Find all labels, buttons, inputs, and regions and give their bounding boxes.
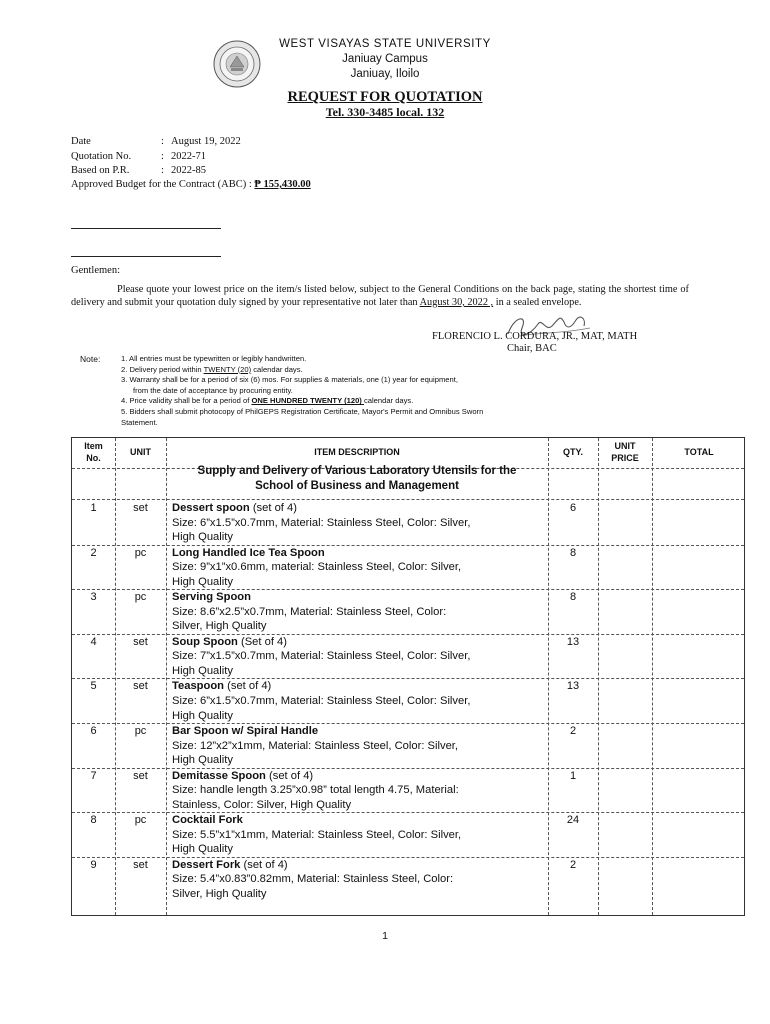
item-number: 1 bbox=[90, 502, 97, 514]
item-description bbox=[172, 769, 544, 813]
item-name: Bar Spoon w/ Spiral Handle bbox=[172, 725, 319, 737]
note-item bbox=[121, 418, 571, 429]
item-name: Long Handled Ice Tea Spoon bbox=[172, 546, 325, 559]
note-item bbox=[121, 365, 571, 376]
item-description-line1 bbox=[172, 769, 544, 784]
item-name: Serving Spoon bbox=[172, 591, 251, 604]
note-4-a: 4. Price validity shall be for a period of bbox=[121, 396, 252, 406]
item-description-line3: High Quality bbox=[172, 575, 233, 588]
item-unit: pc bbox=[134, 546, 147, 559]
instructions-text: Please quote your lowest price on the item/s listed below, subject to the General Conditions on the back page, stating the shortest time of delivery and submit your quotation duly signed by your representative not later than bbox=[71, 284, 689, 308]
item-description-line1 bbox=[172, 813, 544, 828]
instructions-tail: in a sealed envelope. bbox=[495, 297, 582, 308]
item-number: 3 bbox=[90, 591, 97, 604]
note-2-delivery-days: TWENTY (20) bbox=[203, 364, 252, 374]
item-description-line3: High Quality bbox=[172, 664, 233, 677]
note-5-b: Statement. bbox=[121, 417, 158, 427]
item-quantity: 24 bbox=[566, 814, 580, 827]
header-total: TOTAL bbox=[684, 447, 714, 457]
item-quantity: 13 bbox=[566, 680, 580, 693]
item-description-line2: Size: 5.5”x1”x1mm, Material: Stainless Steel, Color: Silver, bbox=[172, 828, 462, 841]
submission-deadline: August 30, 2022 , bbox=[419, 297, 494, 308]
date-value: August 19, 2022 bbox=[171, 136, 241, 147]
item-number: 2 bbox=[90, 546, 97, 559]
item-description bbox=[172, 546, 544, 590]
note-5-a: 5. Bidders shall submit photocopy of PhilGEPS Registration Certificate, Mayor's Permit and Omnibus Sworn bbox=[121, 406, 484, 416]
section-title-line2: School of Business and Management bbox=[255, 480, 459, 492]
item-description-line1 bbox=[172, 546, 544, 561]
item-unit: set bbox=[133, 680, 148, 693]
supplier-name-line bbox=[71, 228, 221, 229]
salutation: Gentlemen: bbox=[71, 265, 120, 276]
campus-location: Janiuay, Iloilo bbox=[350, 68, 420, 80]
item-quantity: 6 bbox=[569, 502, 577, 514]
quotation-colon: : bbox=[161, 151, 164, 162]
document-title: REQUEST FOR QUOTATION bbox=[287, 89, 483, 105]
item-description bbox=[172, 724, 544, 768]
pr-colon: : bbox=[161, 165, 164, 176]
note-label: Note: bbox=[80, 354, 101, 364]
section-title bbox=[166, 464, 548, 494]
item-description bbox=[172, 590, 544, 634]
abc-label: Approved Budget for the Contract (ABC) : bbox=[71, 179, 252, 190]
quotation-value: 2022-71 bbox=[171, 151, 206, 162]
item-unit: set bbox=[133, 502, 148, 514]
note-4-validity-days: ONE HUNDRED TWENTY (120) bbox=[251, 396, 364, 406]
item-description bbox=[172, 813, 544, 857]
item-name: Cocktail Fork bbox=[172, 814, 243, 827]
header-qty: QTY. bbox=[562, 447, 583, 457]
section-title-line1: Supply and Delivery of Various Laboratory Utensils for the bbox=[197, 465, 517, 477]
item-description-line2: Size: 6”x1.5”x0.7mm, Material: Stainless Steel, Color: Silver, bbox=[172, 694, 471, 707]
column-divider bbox=[652, 438, 653, 915]
abc-value: ₱ 155,430.00 bbox=[254, 179, 311, 190]
note-item bbox=[121, 407, 571, 418]
item-number: 4 bbox=[90, 635, 97, 648]
quotation-row bbox=[71, 151, 206, 162]
date-colon: : bbox=[161, 136, 164, 147]
header-unit-price bbox=[598, 440, 652, 464]
abc-row bbox=[71, 179, 311, 190]
item-name: Soup Spoon bbox=[172, 635, 238, 648]
note-2-a: 2. Delivery period within bbox=[121, 364, 204, 374]
section-divider bbox=[72, 499, 744, 500]
header-unit-price-line2: PRICE bbox=[611, 453, 639, 463]
column-divider bbox=[166, 438, 167, 915]
item-quantity: 2 bbox=[569, 725, 577, 737]
item-description-line3: High Quality bbox=[172, 754, 233, 767]
item-description bbox=[172, 858, 544, 902]
item-description-line2: Size: 9”x1”x0.6mm, material: Stainless Steel, Color: Silver, bbox=[172, 561, 462, 574]
item-unit: pc bbox=[134, 591, 147, 604]
note-item bbox=[121, 386, 571, 397]
item-description-line3: High Quality bbox=[172, 843, 233, 856]
item-name-suffix: (set of 4) bbox=[249, 502, 297, 514]
item-description-line3: Stainless, Color: Silver, High Quality bbox=[172, 798, 352, 811]
item-unit: pc bbox=[134, 725, 147, 737]
pr-label: Based on P.R. bbox=[71, 165, 130, 176]
item-quantity: 8 bbox=[569, 591, 577, 604]
item-quantity: 1 bbox=[569, 769, 577, 782]
header-item-no-line1: Item bbox=[84, 441, 103, 451]
telephone-number: Tel. 330-3485 local. 132 bbox=[325, 105, 445, 119]
item-number: 6 bbox=[90, 725, 97, 737]
item-unit: pc bbox=[134, 814, 147, 827]
header-unit-price-line1: UNIT bbox=[614, 441, 636, 451]
header-item-description: ITEM DESCRIPTION bbox=[314, 447, 400, 457]
item-description-line3: Silver, High Quality bbox=[172, 620, 267, 633]
date-label: Date bbox=[71, 136, 91, 147]
item-unit: set bbox=[133, 858, 148, 871]
note-1: 1. All entries must be typewritten or legibly handwritten. bbox=[121, 354, 307, 363]
item-description bbox=[172, 635, 544, 679]
items-table bbox=[71, 437, 745, 916]
notes-list bbox=[121, 354, 571, 428]
header-unit: UNIT bbox=[130, 447, 151, 457]
item-description-line1 bbox=[172, 858, 544, 873]
item-description-line2: Size: handle length 3.25”x0.98” total length 4.75, Material: bbox=[172, 784, 459, 797]
item-description-line3: High Quality bbox=[172, 709, 233, 722]
item-description-line1 bbox=[172, 590, 544, 605]
item-name-suffix: (set of 4) bbox=[240, 858, 288, 871]
supplier-address-line bbox=[71, 256, 221, 257]
signatory-name: FLORENCIO L. CORDURA, JR., MAT, MATH bbox=[432, 331, 638, 342]
item-description-line2: Size: 8.6”x2.5”x0.7mm, Material: Stainless Steel, Color: bbox=[172, 605, 447, 618]
item-name-suffix: (Set of 4) bbox=[237, 635, 287, 648]
item-description bbox=[172, 501, 544, 545]
campus-name: Janiuay Campus bbox=[342, 53, 428, 65]
item-number: 7 bbox=[90, 769, 97, 782]
date-row bbox=[71, 136, 241, 147]
page-number: 1 bbox=[382, 930, 388, 942]
note-3-b: from the date of acceptance by procuring entity. bbox=[133, 385, 293, 395]
item-description-line3: Silver, High Quality bbox=[172, 887, 267, 900]
note-item bbox=[121, 375, 571, 386]
pr-row bbox=[71, 165, 206, 176]
item-number: 8 bbox=[90, 814, 97, 827]
signatory-title: Chair, BAC bbox=[507, 343, 557, 354]
item-name-suffix: (set of 4) bbox=[224, 680, 272, 693]
item-name: Teaspoon bbox=[172, 680, 225, 693]
note-2-c: calendar days. bbox=[251, 364, 303, 374]
quotation-label: Quotation No. bbox=[71, 151, 132, 162]
note-item bbox=[121, 396, 571, 407]
item-unit: set bbox=[133, 769, 148, 782]
item-description-line1 bbox=[172, 635, 544, 650]
note-item bbox=[121, 354, 571, 365]
pr-value: 2022-85 bbox=[171, 165, 206, 176]
item-name: Demitasse Spoon bbox=[172, 769, 266, 782]
item-name: Dessert spoon bbox=[172, 502, 250, 514]
item-quantity: 8 bbox=[569, 546, 577, 559]
item-description-line2: Size: 7”x1.5”x0.7mm, Material: Stainless Steel, Color: Silver, bbox=[172, 650, 471, 663]
column-divider bbox=[598, 438, 599, 915]
university-name: WEST VISAYAS STATE UNIVERSITY bbox=[279, 38, 491, 50]
header-item-no bbox=[72, 440, 115, 464]
item-description-line2: Size: 5.4”x0.83”0.82mm, Material: Stainless Steel, Color: bbox=[172, 873, 454, 886]
item-description-line2: Size: 12”x2”x1mm, Material: Stainless Steel, Color: Silver, bbox=[172, 739, 459, 752]
item-description-line2: Size: 6”x1.5”x0.7mm, Material: Stainless Steel, Color: Silver, bbox=[172, 516, 471, 529]
note-3-a: 3. Warranty shall be for a period of six (6) mos. For supplies & materials, one (1) year for equipment, bbox=[121, 375, 458, 385]
item-quantity: 13 bbox=[566, 635, 580, 648]
item-description bbox=[172, 679, 544, 723]
item-description-line1 bbox=[172, 724, 544, 739]
item-name: Dessert Fork bbox=[172, 858, 241, 871]
item-quantity: 2 bbox=[569, 858, 577, 871]
item-description-line1 bbox=[172, 501, 544, 516]
item-number: 5 bbox=[90, 680, 97, 693]
item-description-line1 bbox=[172, 679, 544, 694]
header-item-no-line2: No. bbox=[86, 453, 101, 463]
note-4-c: calendar days. bbox=[363, 396, 414, 406]
item-number: 9 bbox=[90, 858, 97, 871]
item-name-suffix: (set of 4) bbox=[265, 769, 314, 782]
item-unit: set bbox=[133, 635, 148, 648]
item-description-line3: High Quality bbox=[172, 531, 233, 544]
